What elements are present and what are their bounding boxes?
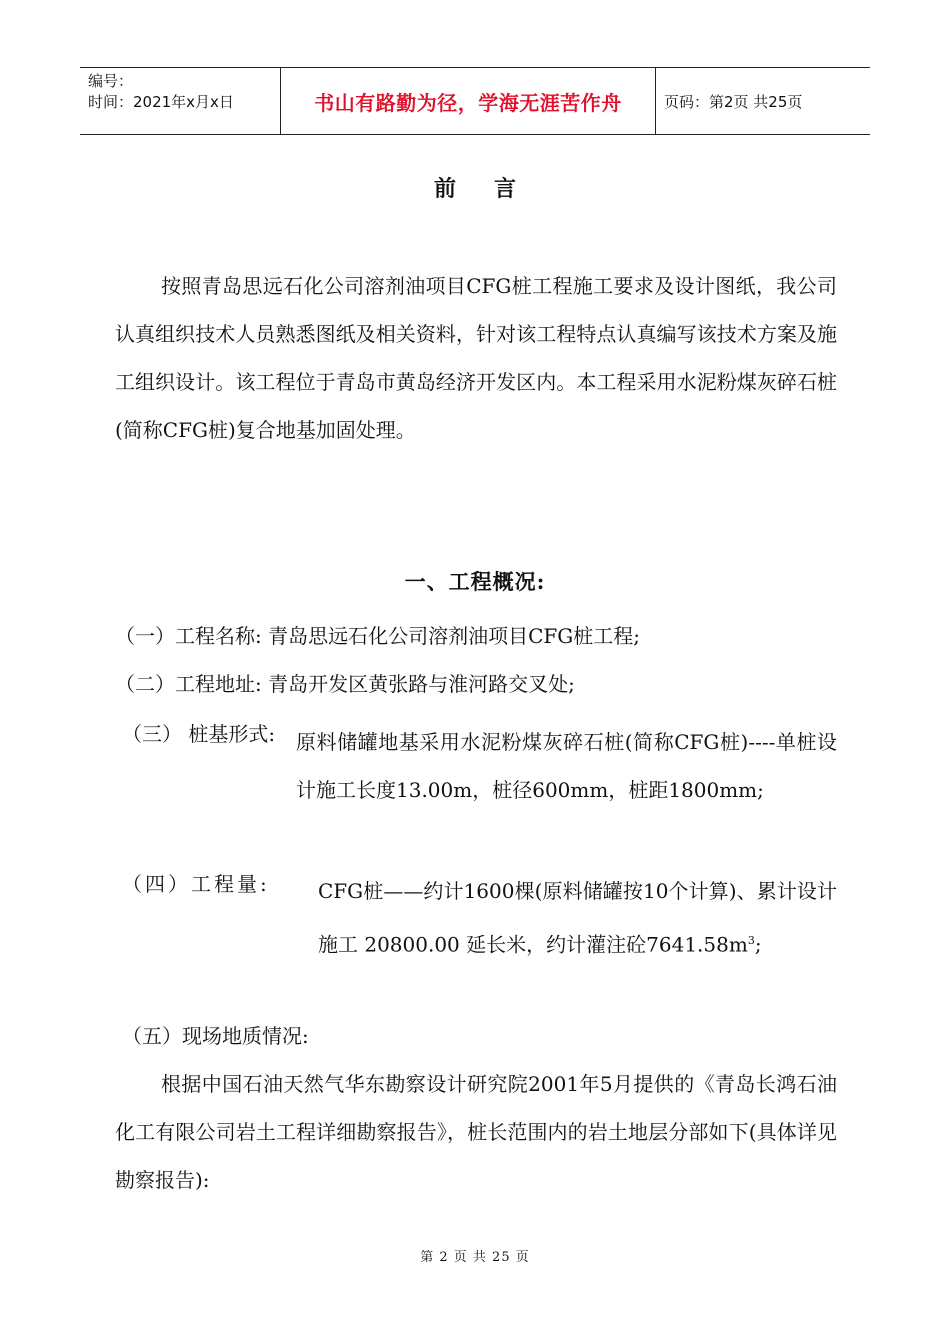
item-pile-form-text: 原料储罐地基采用水泥粉煤灰碎石桩(简称CFG桩)----单桩设计施工长度13.00m，桩径600mm，桩距1800mm; — [296, 730, 837, 802]
item-quantity-superscript: 3 — [747, 934, 755, 947]
item-geology: （五）现场地质情况: — [122, 1024, 309, 1048]
geology-paragraph: 根据中国石油天然气华东勘察设计研究院2001年5月提供的《青岛长鸿石油化工有限公司岩土工程详细勘察报告》，桩长范围内的岩土地层分部如下(具体详见勘察报告): — [115, 1072, 837, 1192]
item-project-address: （二）工程地址: 青岛开发区黄张路与淮河路交叉处; — [115, 672, 575, 696]
header-meta — [80, 68, 280, 134]
document-number: 编号： — [88, 72, 134, 90]
item-pile-form-label: （三） 桩基形式: — [122, 722, 276, 746]
item-quantity-text — [318, 866, 837, 970]
item-quantity-body: CFG桩——约计1600棵(原料储罐按10个计算)、累计设计施工 20800.00 延长米，约计灌注砼7641.58m — [318, 879, 837, 957]
item-quantity-label: （四）工程量: — [122, 872, 270, 896]
document-time: 时间：2021年x月x日 — [88, 93, 234, 111]
page-footer: 第 2 页 共 25 页 — [420, 1250, 530, 1265]
header-motto: 书山有路勤为径，学海无涯苦作舟 — [280, 68, 656, 134]
item-project-name: （一）工程名称: 青岛思远石化公司溶剂油项目CFG桩工程; — [115, 624, 640, 648]
header-page-info: 页码：第2页 共25页 — [664, 92, 803, 111]
section-title-overview: 一、工程概况: — [404, 569, 546, 594]
header-table — [80, 67, 870, 135]
intro-paragraph: 按照青岛思远石化公司溶剂油项目CFG桩工程施工要求及设计图纸，我公司认真组织技术人员熟悉图纸及相关资料，针对该工程特点认真编写该技术方案及施工组织设计。该工程位于青岛市黄岛经济开发区内。本工程采用水泥粉煤灰碎石桩(简称CFG桩)复合地基加固处理。 — [115, 274, 837, 442]
item-quantity-end: ; — [754, 932, 762, 957]
page-title: 前言 — [433, 176, 554, 202]
